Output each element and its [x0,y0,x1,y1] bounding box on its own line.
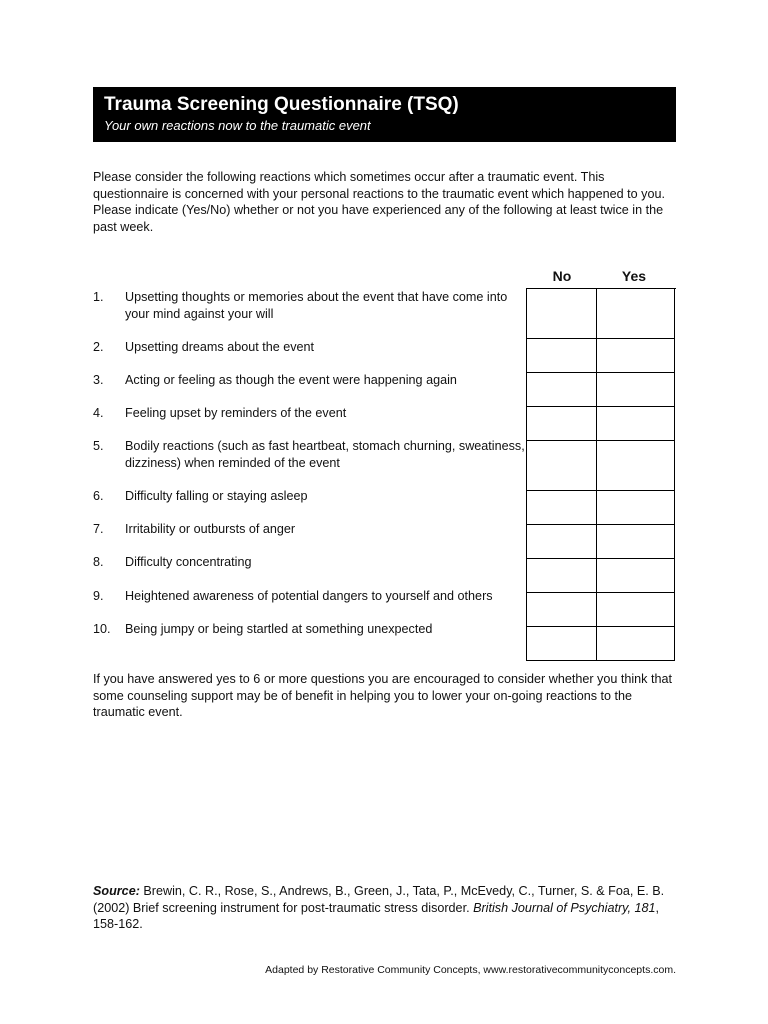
question-number: 1. [93,290,104,304]
answer-yes-checkbox[interactable] [597,441,675,491]
question-number: 4. [93,406,104,420]
intro-paragraph: Please consider the following reactions which sometimes occur after a traumatic event. This questionnaire is concerned with your personal reactions to the traumatic event which happened to you. Please indicate (Yes/No) whether or not you have experienced any of the following at least twice in the past week. [93,170,665,234]
question-text: Being jumpy or being startled at something unexpected [125,622,433,636]
question-text: Irritability or outbursts of anger [125,522,296,536]
answer-no-checkbox[interactable] [527,373,597,407]
document-title: Trauma Screening Questionnaire (TSQ) [104,94,459,115]
answer-yes-checkbox[interactable] [597,525,675,559]
question-item [93,289,518,338]
question-number: 3. [93,373,104,387]
answer-row [527,407,676,441]
answer-yes-checkbox[interactable] [597,559,675,593]
question-item [93,438,525,487]
question-text: Bodily reactions (such as fast heartbeat, stomach churning, sweatiness, dizziness) when reminded of the event [125,439,525,470]
column-header-no: No [552,268,572,284]
closing-paragraph: If you have answered yes to 6 or more questions you are encouraged to consider whether you think that some counseling support may be of benefit in helping you to lower your on-going reactions to the traumatic event. [93,672,672,719]
answer-yes-checkbox[interactable] [597,289,675,339]
question-item [93,588,518,621]
answer-no-checkbox[interactable] [527,441,597,491]
answer-row [527,627,676,661]
answer-row [527,525,676,559]
question-item [93,521,518,554]
answer-no-checkbox[interactable] [527,339,597,373]
question-number: 9. [93,589,104,603]
question-item [93,554,518,587]
answer-row [527,593,676,627]
answer-yes-checkbox[interactable] [597,373,675,407]
answer-yes-checkbox[interactable] [597,407,675,441]
answer-row [527,373,676,407]
answer-row [527,441,676,491]
answer-grid [526,288,676,661]
answer-no-checkbox[interactable] [527,593,597,627]
question-text: Upsetting dreams about the event [125,340,315,354]
answer-no-checkbox[interactable] [527,407,597,441]
question-number: 6. [93,489,104,503]
answer-row [527,339,676,373]
question-text: Feeling upset by reminders of the event [125,406,347,420]
question-number: 7. [93,522,104,536]
question-text: Difficulty falling or staying asleep [125,489,308,503]
question-item [93,488,518,521]
answer-row [527,491,676,525]
question-text: Acting or feeling as though the event were happening again [125,373,457,387]
document-subtitle: Your own reactions now to the traumatic event [104,118,371,133]
question-number: 10. [93,622,111,636]
column-header-yes: Yes [621,268,647,284]
source-label: Source: [93,884,140,898]
answer-row [527,559,676,593]
answer-no-checkbox[interactable] [527,627,597,661]
source-journal: British Journal of Psychiatry, 181 [473,900,656,915]
question-text: Upsetting thoughts or memories about the event that have come into your mind against your will [125,290,508,321]
source-pages: , 158-162. [93,900,660,931]
question-number: 8. [93,555,104,569]
question-item [93,339,518,372]
question-item [93,372,518,405]
question-number: 2. [93,340,104,354]
answer-no-checkbox[interactable] [527,289,597,339]
answer-no-checkbox[interactable] [527,491,597,525]
title-banner [93,87,676,142]
question-item [93,405,518,438]
answer-no-checkbox[interactable] [527,559,597,593]
source-authors: Brewin, C. R., Rose, S., Andrews, B., Green, J., Tata, P., McEvedy, C., Turner, S. & Foa, E. B. (2002) Brief screening instrument for post-traumatic stress disorder. [93,884,665,915]
footer-credit: Adapted by Restorative Community Concepts, www.restorativecommunityconcepts.com. [265,964,676,976]
question-number: 5. [93,439,104,453]
question-item [93,621,518,654]
answer-row [527,289,676,339]
question-text: Difficulty concentrating [125,555,252,569]
answer-yes-checkbox[interactable] [597,491,675,525]
source-citation [93,883,673,933]
answer-no-checkbox[interactable] [527,525,597,559]
answer-yes-checkbox[interactable] [597,627,675,661]
answer-yes-checkbox[interactable] [597,339,675,373]
question-text: Heightened awareness of potential dangers to yourself and others [125,589,493,603]
answer-yes-checkbox[interactable] [597,593,675,627]
